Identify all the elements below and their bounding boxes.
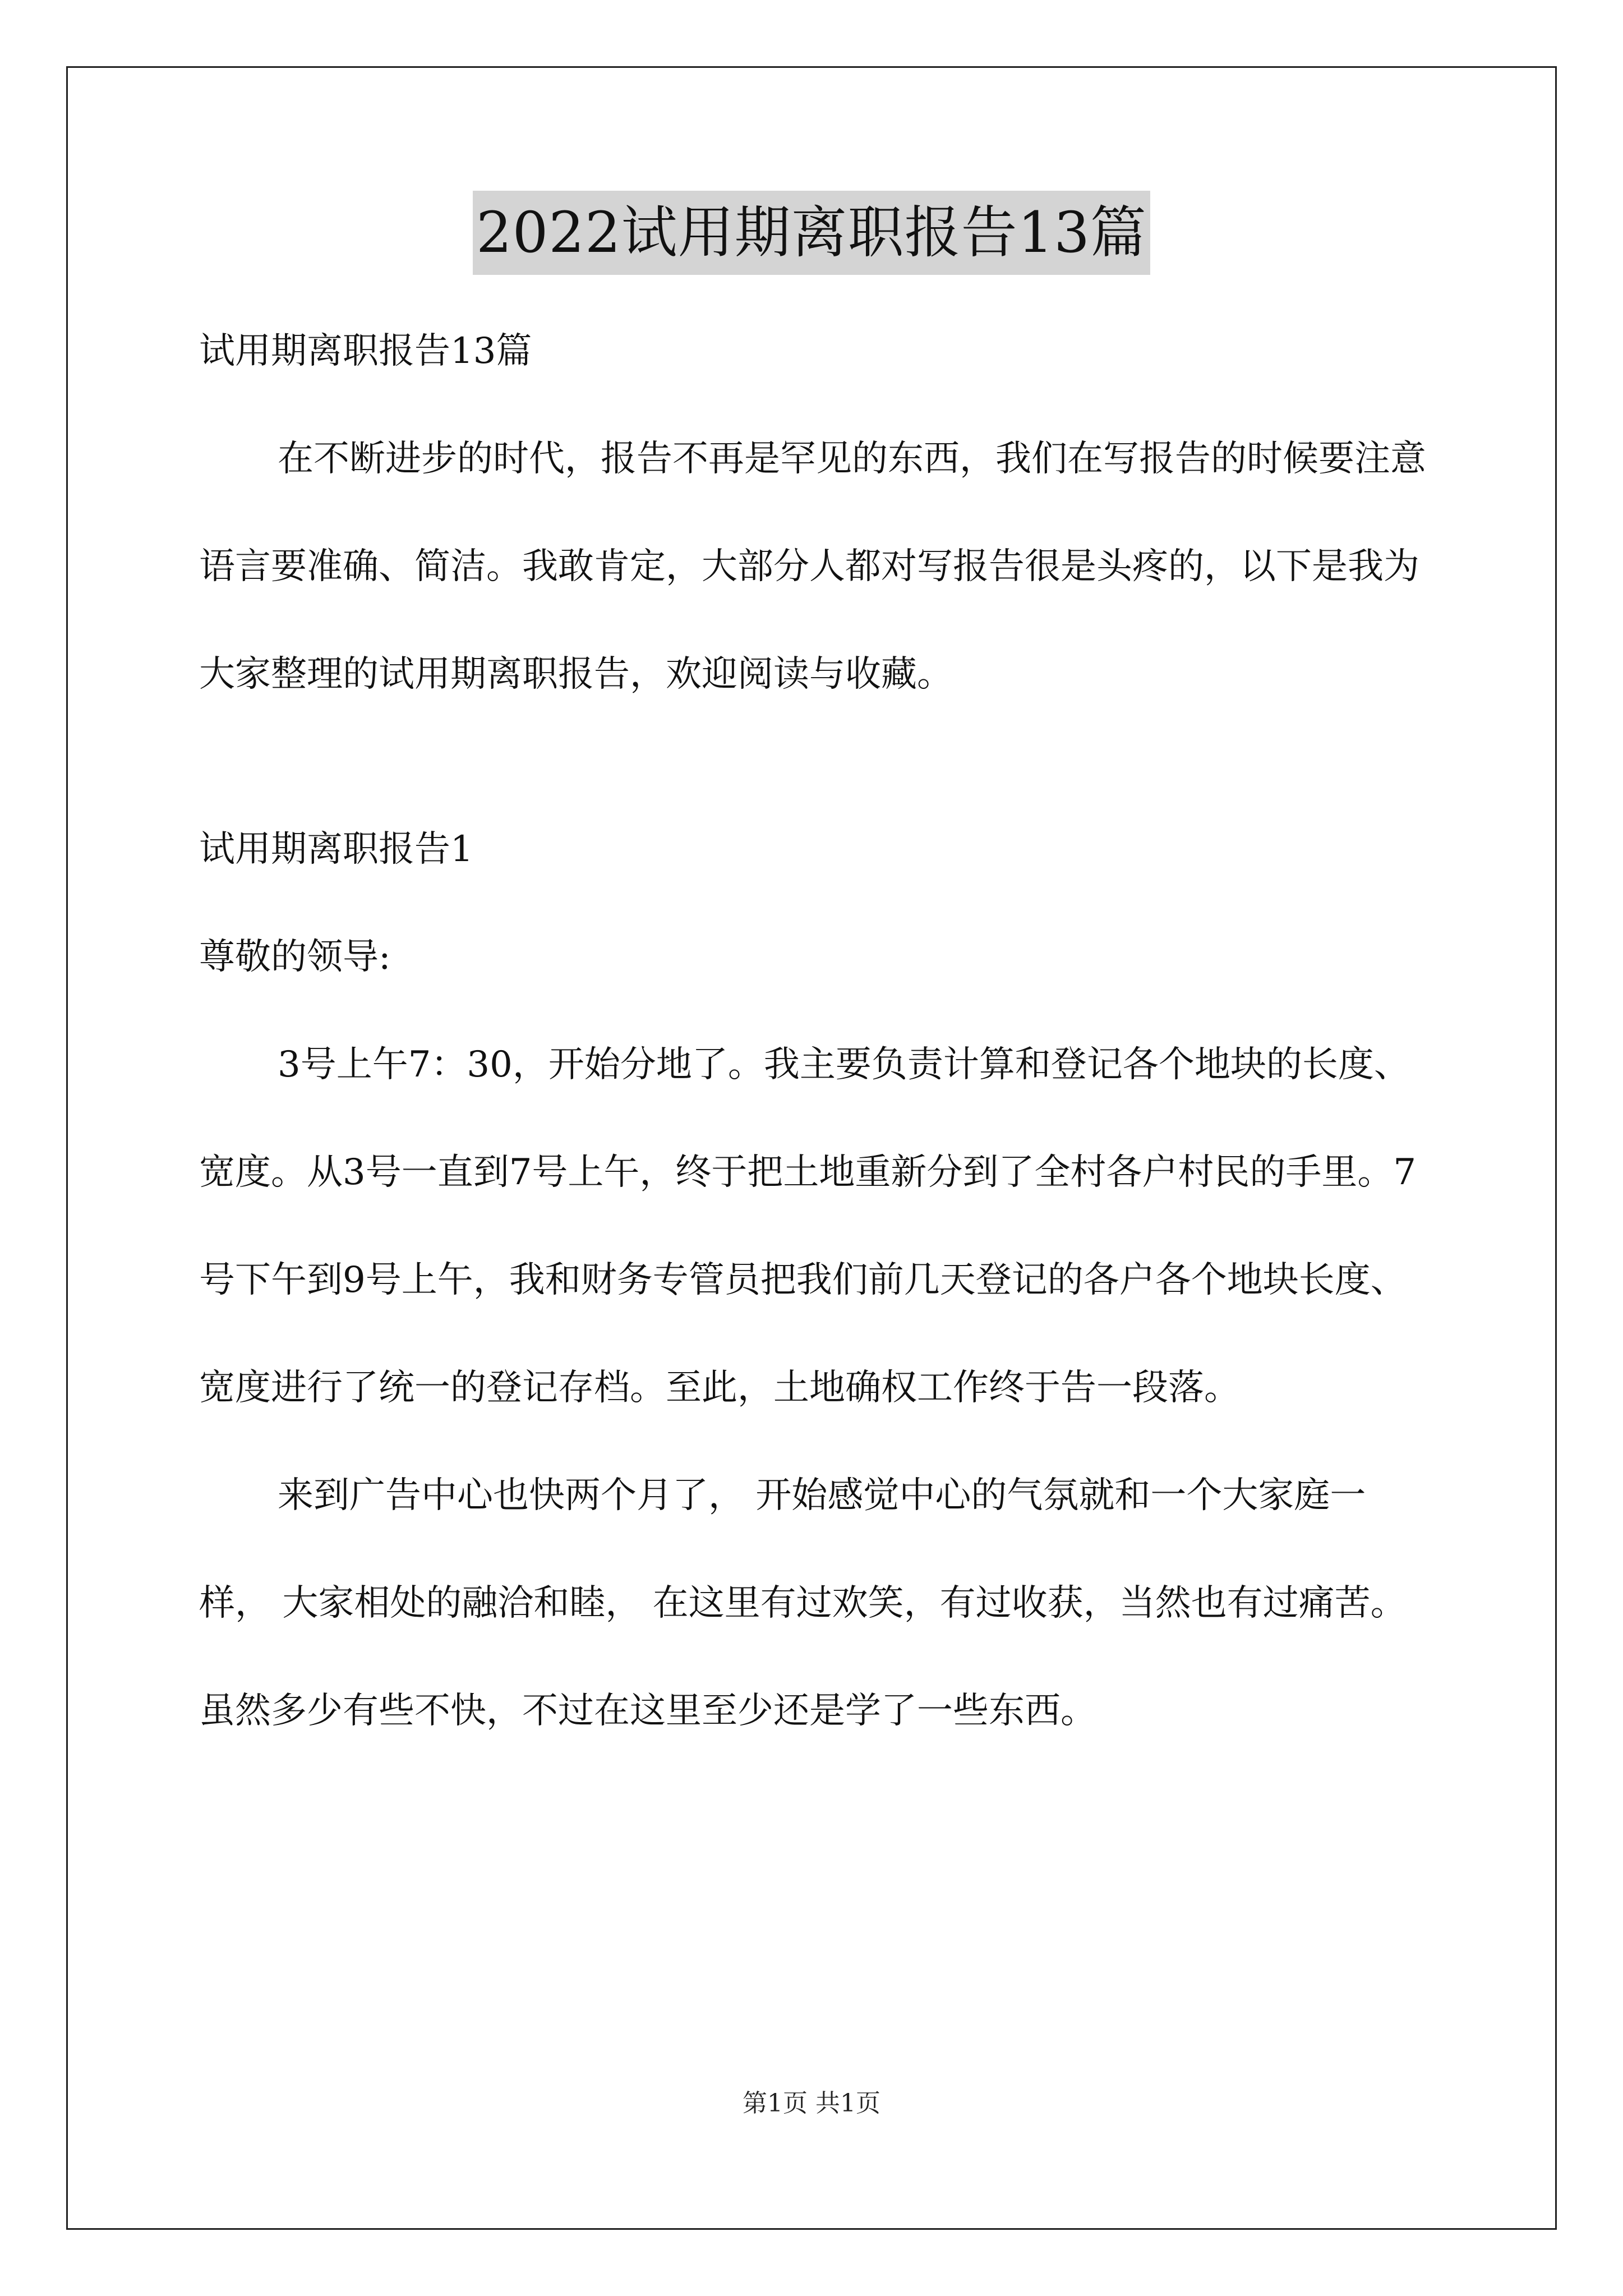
- body-paragraph-2: 来到广告中心也快两个月了， 开始感觉中心的气氛就和一个大家庭一样， 大家相处的融洽和睦， 在这里有过欢笑，有过收获，当然也有过痛苦。虽然多少有些不快，不过在这里至少还是学了一些东西。: [199, 1475, 1407, 1732]
- section-heading: 试用期离职报告1: [199, 829, 473, 870]
- intro-paragraph: 在不断进步的时代，报告不再是罕见的东西，我们在写报告的时候要注意语言要准确、简洁。我敢肯定，大部分人都对写报告很是头疼的，以下是我为大家整理的试用期离职报告，欢迎阅读与收藏。: [199, 438, 1426, 695]
- section-spacer: [199, 728, 1433, 795]
- page-footer: 第1页 共1页: [743, 2089, 880, 2118]
- document-subtitle: 试用期离职报告13篇: [199, 330, 532, 372]
- salutation: 尊敬的领导:: [199, 936, 391, 978]
- document-body: [199, 297, 1433, 1765]
- body-paragraph-1: 3号上午7：30，开始分地了。我主要负责计算和登记各个地块的长度、宽度。从3号一直到7号上午，终于把土地重新分到了全村各户村民的手里。7号下午到9号上午，我和财务专管员把我们前几天登记的各户各个地块长度、宽度进行了统一的登记存档。至此，土地确权工作终于告一段落。: [199, 1044, 1417, 1409]
- title-container: [0, 191, 1623, 275]
- document-title: 2022试用期离职报告13篇: [473, 191, 1150, 275]
